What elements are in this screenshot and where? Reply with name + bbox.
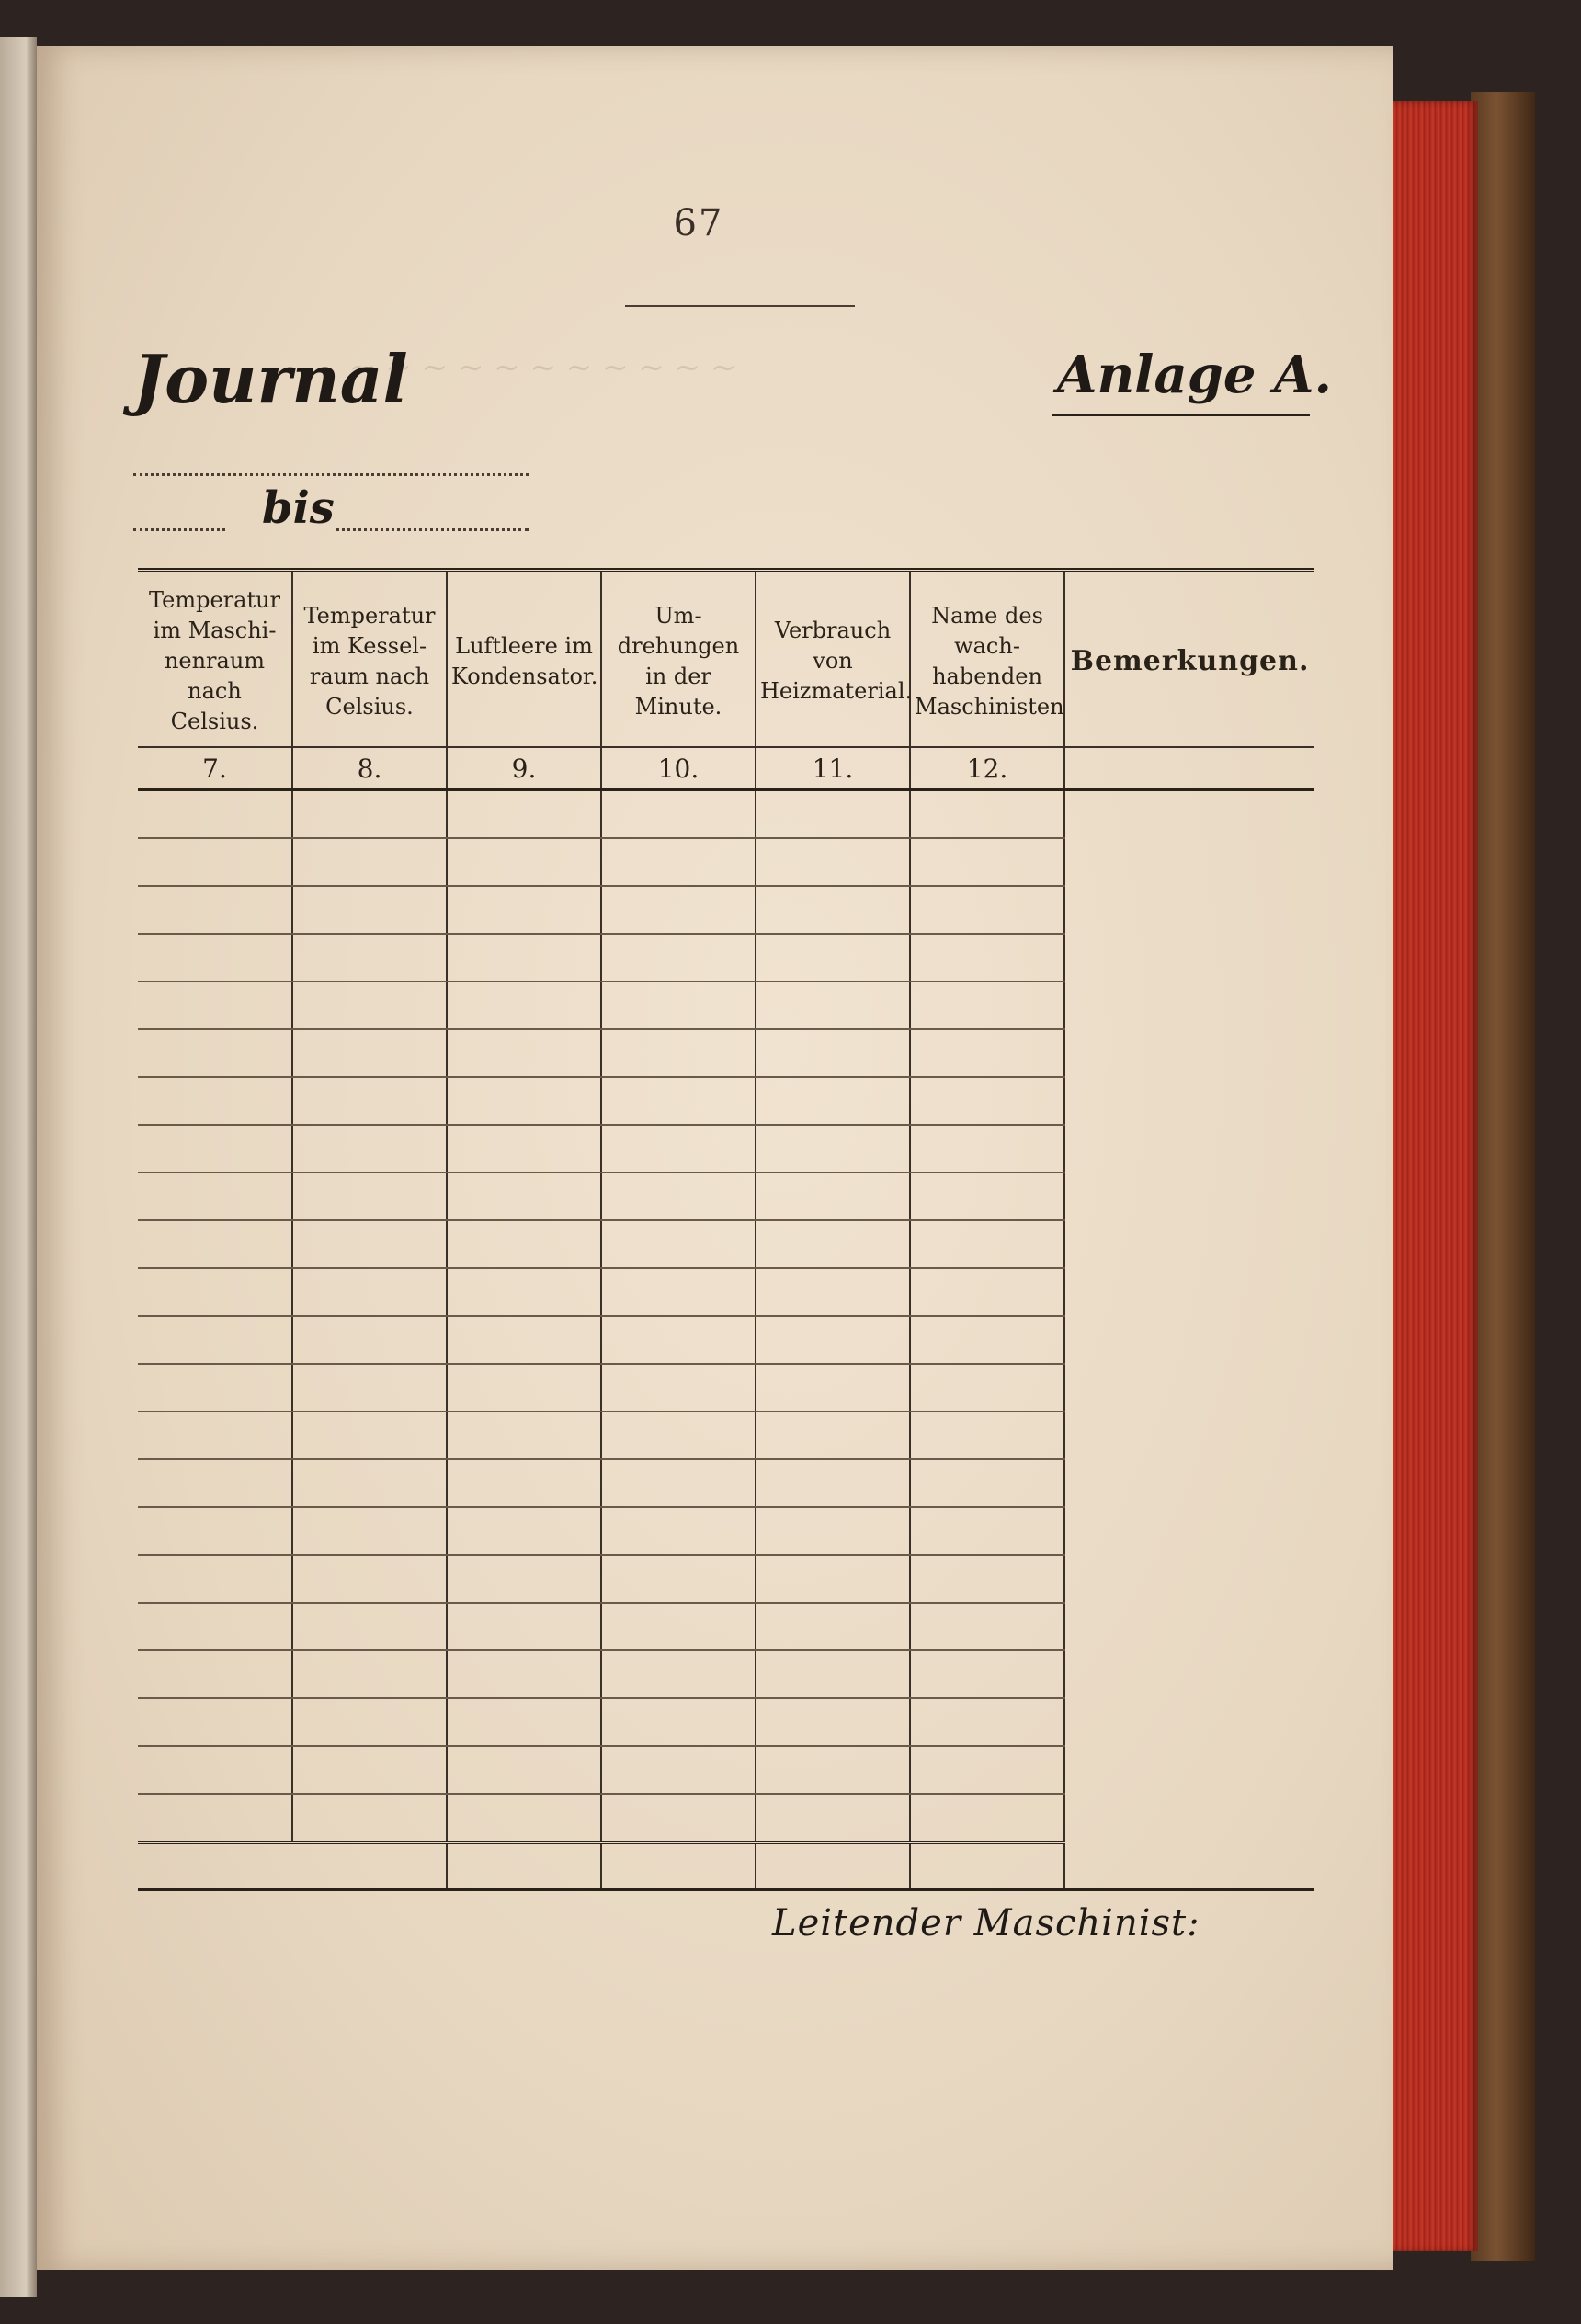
entry-cell[interactable] (447, 838, 601, 886)
page-number-rule (625, 305, 855, 307)
entry-cell[interactable] (601, 1603, 756, 1650)
entry-cell[interactable] (138, 1268, 292, 1316)
total-row (138, 1842, 1314, 1890)
entry-cell[interactable] (756, 1220, 910, 1268)
column-number: 12. (910, 747, 1064, 790)
book-cover-edge (1471, 92, 1535, 2261)
column-number: 8. (292, 747, 447, 790)
entry-cell[interactable] (138, 1555, 292, 1603)
entry-cell[interactable] (601, 1507, 756, 1555)
entry-cell[interactable] (138, 1698, 292, 1746)
anlage-title: Anlage A. (1057, 345, 1332, 405)
entry-cell[interactable] (292, 1459, 447, 1507)
total-cell[interactable] (138, 1842, 292, 1890)
journal-table (138, 568, 1314, 1891)
table-body (138, 790, 1314, 1890)
entry-cell[interactable] (447, 981, 601, 1029)
entry-cell[interactable] (138, 1125, 292, 1173)
entry-cell[interactable] (756, 790, 910, 839)
entry-cell[interactable] (601, 1220, 756, 1268)
entry-cell[interactable] (756, 1268, 910, 1316)
entry-cell[interactable] (447, 1650, 601, 1698)
entry-cell[interactable] (601, 1029, 756, 1077)
column-number: 11. (756, 747, 910, 790)
entry-cell[interactable] (447, 1746, 601, 1794)
entry-cell[interactable] (910, 1268, 1064, 1316)
entry-cell[interactable] (910, 1029, 1064, 1077)
entry-cell[interactable] (138, 1220, 292, 1268)
entry-cell[interactable] (910, 934, 1064, 981)
entry-cell[interactable] (447, 1173, 601, 1220)
entry-cell[interactable] (292, 1077, 447, 1125)
entry-cell[interactable] (756, 981, 910, 1029)
remarks-cell[interactable] (1064, 790, 1314, 1843)
anlage-underline (1052, 414, 1310, 416)
entry-cell[interactable] (601, 1316, 756, 1364)
journal-from-field[interactable] (133, 528, 225, 531)
entry-cell[interactable] (138, 934, 292, 981)
column-number: 7. (138, 747, 292, 790)
entry-cell[interactable] (756, 1794, 910, 1842)
entry-cell[interactable] (447, 1794, 601, 1842)
entry-cell[interactable] (756, 1507, 910, 1555)
entry-cell[interactable] (756, 934, 910, 981)
entry-cell[interactable] (292, 981, 447, 1029)
entry-cell[interactable] (138, 790, 292, 839)
entry-cell[interactable] (292, 1411, 447, 1459)
entry-cell[interactable] (292, 1794, 447, 1842)
entry-cell[interactable] (138, 1603, 292, 1650)
journal-title: Journal (133, 340, 408, 418)
total-cell[interactable] (601, 1842, 756, 1890)
total-cell[interactable] (1064, 1842, 1314, 1890)
column-number: 9. (447, 747, 601, 790)
entry-cell[interactable] (447, 886, 601, 934)
entry-cell[interactable] (292, 1316, 447, 1364)
column-header-remarks: Bemerkungen. (1070, 645, 1310, 677)
entry-cell[interactable] (292, 1125, 447, 1173)
column-header-fuel-consumption: Verbrauch von Heizmaterial. (756, 571, 910, 748)
total-cell[interactable] (447, 1842, 601, 1890)
entry-cell[interactable] (910, 1555, 1064, 1603)
entry-cell[interactable] (447, 1220, 601, 1268)
entry-cell[interactable] (756, 1411, 910, 1459)
entry-cell[interactable] (292, 1698, 447, 1746)
entry-cell[interactable] (292, 1173, 447, 1220)
entry-cell[interactable] (292, 1268, 447, 1316)
entry-cell[interactable] (601, 1794, 756, 1842)
entry-cell[interactable] (292, 886, 447, 934)
journal-until-field[interactable] (336, 528, 529, 531)
entry-cell[interactable] (756, 886, 910, 934)
entry-cell[interactable] (138, 1364, 292, 1411)
entry-cell[interactable] (756, 1555, 910, 1603)
entry-cell[interactable] (292, 1555, 447, 1603)
entry-cell[interactable] (601, 1173, 756, 1220)
entry-cell[interactable] (756, 1125, 910, 1173)
entry-cell[interactable] (601, 790, 756, 839)
entry-cell[interactable] (601, 838, 756, 886)
entry-cell[interactable] (601, 1125, 756, 1173)
entry-cell[interactable] (910, 1746, 1064, 1794)
entry-cell[interactable] (292, 1507, 447, 1555)
journal-page (37, 46, 1393, 2270)
total-cell[interactable] (292, 1842, 447, 1890)
entry-cell[interactable] (910, 1077, 1064, 1125)
entry-cell[interactable] (601, 1459, 756, 1507)
entry-cell[interactable] (910, 1698, 1064, 1746)
entry-cell[interactable] (756, 1650, 910, 1698)
column-number-remarks (1064, 747, 1314, 790)
entry-cell[interactable] (138, 1077, 292, 1125)
entry-cell[interactable] (756, 1316, 910, 1364)
page-number: 67 (673, 202, 724, 244)
entry-cell[interactable] (292, 1746, 447, 1794)
entry-cell[interactable] (447, 1698, 601, 1746)
entry-cell[interactable] (292, 838, 447, 886)
previous-page-edge (0, 37, 37, 2297)
bis-label: bis (262, 482, 335, 534)
header-row (138, 571, 1314, 748)
total-cell[interactable] (910, 1842, 1064, 1890)
entry-cell[interactable] (910, 1125, 1064, 1173)
entry-cell[interactable] (601, 934, 756, 981)
entry-cell[interactable] (138, 1411, 292, 1459)
entry-cell[interactable] (910, 1794, 1064, 1842)
entry-cell[interactable] (756, 1698, 910, 1746)
entry-cell[interactable] (292, 790, 447, 839)
entry-cell[interactable] (601, 1555, 756, 1603)
entry-cell[interactable] (447, 1459, 601, 1507)
entry-cell[interactable] (601, 1411, 756, 1459)
entry-cell[interactable] (447, 790, 601, 839)
entry-cell[interactable] (447, 1603, 601, 1650)
entry-cell[interactable] (601, 1650, 756, 1698)
entry-cell[interactable] (292, 934, 447, 981)
entry-cell[interactable] (292, 1650, 447, 1698)
entry-cell[interactable] (756, 1029, 910, 1077)
entry-cell[interactable] (447, 1316, 601, 1364)
entry-cell[interactable] (292, 1603, 447, 1650)
entry-cell[interactable] (910, 1459, 1064, 1507)
entry-cell[interactable] (138, 1507, 292, 1555)
entry-cell[interactable] (138, 886, 292, 934)
entry-cell[interactable] (910, 1507, 1064, 1555)
entry-cell[interactable] (756, 1173, 910, 1220)
entry-cell[interactable] (447, 1507, 601, 1555)
entry-cell[interactable] (910, 1316, 1064, 1364)
entry-cell[interactable] (910, 838, 1064, 886)
journal-date-field[interactable] (133, 473, 529, 476)
entry-cell[interactable] (138, 1029, 292, 1077)
entry-cell[interactable] (601, 1364, 756, 1411)
page-block-edge (1386, 101, 1478, 2251)
entry-cell[interactable] (447, 1125, 601, 1173)
entry-cell[interactable] (138, 1459, 292, 1507)
entry-cell[interactable] (756, 1746, 910, 1794)
entry-cell[interactable] (910, 981, 1064, 1029)
entry-cell[interactable] (601, 1746, 756, 1794)
entry-cell[interactable] (447, 1555, 601, 1603)
entry-cell[interactable] (447, 1029, 601, 1077)
entry-cell[interactable] (910, 1364, 1064, 1411)
entry-cell[interactable] (756, 1077, 910, 1125)
column-header-engineer-on-duty: Name des wachhabenden Maschinisten (910, 571, 1064, 748)
entry-cell[interactable] (138, 1316, 292, 1364)
entry-cell[interactable] (910, 1173, 1064, 1220)
column-header-boiler-room-temp: Temperatur im Kesselraum nach Celsius. (292, 571, 447, 748)
entry-cell[interactable] (138, 1650, 292, 1698)
column-header-condenser-vacuum: Luftleere im Kondensator. (447, 571, 601, 748)
total-cell[interactable] (756, 1842, 910, 1890)
chief-engineer-label: Leitender Maschinist: (772, 1902, 1200, 1944)
entry-cell[interactable] (910, 790, 1064, 839)
entry-cell[interactable] (910, 1411, 1064, 1459)
entry-cell[interactable] (756, 1603, 910, 1650)
entry-cell[interactable] (138, 981, 292, 1029)
entry-cell[interactable] (601, 1077, 756, 1125)
bleed-through-text: ~ ~ ~ ~ ~ ~ ~ ~ ~ ~ ~ (349, 349, 737, 386)
entry-cell[interactable] (756, 1459, 910, 1507)
entry-cell[interactable] (447, 934, 601, 981)
column-header-revolutions: Umdrehungen in der Minute. (601, 571, 756, 748)
entry-cell[interactable] (138, 1746, 292, 1794)
entry-cell[interactable] (447, 1364, 601, 1411)
entry-cell[interactable] (447, 1077, 601, 1125)
entry-cell[interactable] (601, 886, 756, 934)
entry-cell[interactable] (756, 1364, 910, 1411)
entry-cell[interactable] (910, 1220, 1064, 1268)
entry-cell[interactable] (601, 1698, 756, 1746)
entry-cell[interactable] (138, 1173, 292, 1220)
table-row (138, 790, 1314, 839)
entry-cell[interactable] (138, 838, 292, 886)
entry-cell[interactable] (292, 1029, 447, 1077)
entry-cell[interactable] (756, 838, 910, 886)
entry-cell[interactable] (138, 1794, 292, 1842)
entry-cell[interactable] (910, 1603, 1064, 1650)
entry-cell[interactable] (292, 1364, 447, 1411)
entry-cell[interactable] (910, 886, 1064, 934)
entry-cell[interactable] (910, 1650, 1064, 1698)
entry-cell[interactable] (601, 981, 756, 1029)
entry-cell[interactable] (447, 1411, 601, 1459)
entry-cell[interactable] (447, 1268, 601, 1316)
column-number-row (138, 747, 1314, 790)
entry-cell[interactable] (292, 1220, 447, 1268)
column-number: 10. (601, 747, 756, 790)
entry-cell[interactable] (601, 1268, 756, 1316)
column-header-engine-room-temp: Temperatur im Maschinenraum nach Celsius. (138, 571, 292, 748)
